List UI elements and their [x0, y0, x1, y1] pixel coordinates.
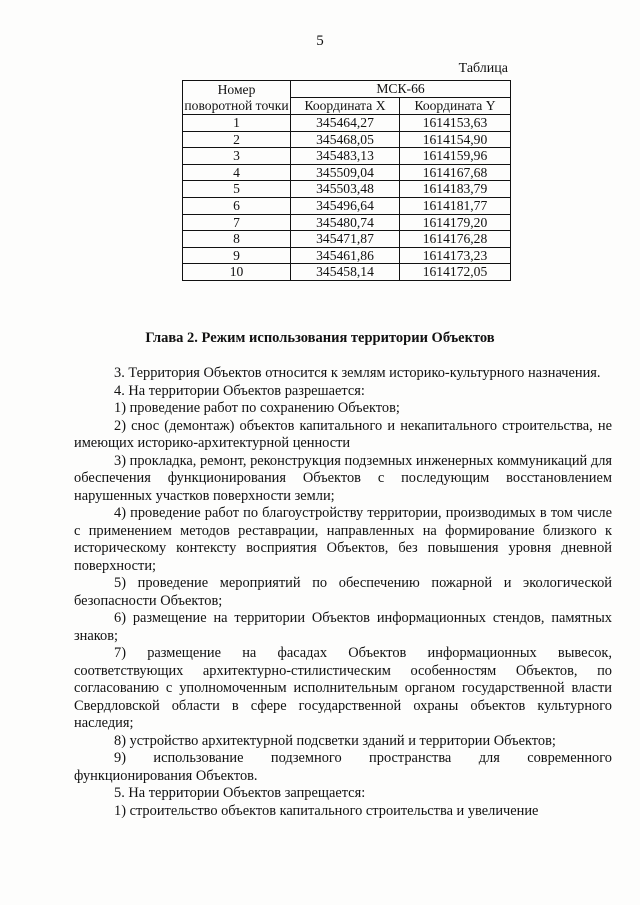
cell-y: 1614181,77 — [400, 197, 511, 214]
cell-x: 345464,27 — [291, 115, 400, 132]
header-coordinate-y: Координата Y — [400, 98, 511, 115]
cell-x: 345461,86 — [291, 247, 400, 264]
document-body — [74, 365, 612, 820]
table-row — [183, 148, 511, 165]
table-row — [183, 264, 511, 281]
paragraph-4: 4. На территории Объектов разрешается: — [114, 382, 365, 399]
cell-y: 1614173,23 — [400, 247, 511, 264]
cell-point-number: 6 — [183, 197, 291, 214]
list-item: 9) использование подземного пространства для современного функционирования Объектов. — [74, 750, 612, 784]
table-row — [183, 164, 511, 181]
cell-y: 1614154,90 — [400, 131, 511, 148]
table-row — [183, 231, 511, 248]
cell-x: 345468,05 — [291, 131, 400, 148]
cell-point-number: 8 — [183, 231, 291, 248]
cell-point-number: 10 — [183, 264, 291, 281]
list-item: 4) проведение работ по благоустройству территории, производимых в том числе с применением методов реставрации, направленных на формирование близкого к историческому контексту восприятия Объектов, без повышения уровня дневной поверхности; — [74, 505, 612, 574]
cell-point-number: 9 — [183, 247, 291, 264]
header-coordinate-x: Координата X — [291, 98, 400, 115]
cell-y: 1614176,28 — [400, 231, 511, 248]
cell-point-number: 2 — [183, 131, 291, 148]
page-number: 5 — [316, 33, 324, 49]
cell-y: 1614183,79 — [400, 181, 511, 198]
coordinates-table — [182, 80, 511, 281]
cell-y: 1614153,63 — [400, 115, 511, 132]
header-coordinate-system: МСК-66 — [291, 81, 511, 98]
cell-point-number: 1 — [183, 115, 291, 132]
list-item: 7) размещение на фасадах Объектов информационных вывесок, соответствующих архитектурно-стилистическим особенностям Объектов, по согласованию с уполномоченным исполнительным органом государственной власти Свердловской области в сфере государственной охраны объектов культурного наследия; — [74, 645, 612, 731]
cell-x: 345509,04 — [291, 164, 400, 181]
table-row — [183, 115, 511, 132]
list-item: 2) снос (демонтаж) объектов капитального и некапитального строительства, не имеющих историко-архитектурной ценности — [74, 417, 612, 451]
cell-x: 345496,64 — [291, 197, 400, 214]
cell-point-number: 5 — [183, 181, 291, 198]
cell-y: 1614179,20 — [400, 214, 511, 231]
list-item: 6) размещение на территории Объектов информационных стендов, памятных знаков; — [74, 610, 612, 644]
list-item: 1) проведение работ по сохранению Объектов; — [114, 400, 400, 416]
list-item: 8) устройство архитектурной подсветки зданий и территории Объектов; — [114, 732, 556, 749]
table-row — [183, 197, 511, 214]
cell-x: 345483,13 — [291, 148, 400, 165]
cell-y: 1614159,96 — [400, 148, 511, 165]
cell-y: 1614172,05 — [400, 264, 511, 281]
cell-x: 345480,74 — [291, 214, 400, 231]
cell-point-number: 7 — [183, 214, 291, 231]
list-item: 3) прокладка, ремонт, реконструкция подземных инженерных коммуникаций для обеспечения функционирования Объектов с последующим восстановлением нарушенных участков поверхности земли; — [74, 452, 612, 504]
table-row — [183, 247, 511, 264]
list-item: 1) строительство объектов капитального строительства и увеличение — [114, 802, 539, 819]
chapter-title: Глава 2. Режим использования территории Объектов — [145, 330, 495, 346]
paragraph-5: 5. На территории Объектов запрещается: — [114, 785, 366, 801]
header-point-number: Номер поворотной точки — [184, 81, 289, 113]
cell-y: 1614167,68 — [400, 164, 511, 181]
table-row — [183, 181, 511, 198]
list-item: 5) проведение мероприятий по обеспечению пожарной и экологической безопасности Объектов; — [74, 575, 612, 609]
table-row — [183, 131, 511, 148]
cell-x: 345471,87 — [291, 231, 400, 248]
paragraph-3: 3. Территория Объектов относится к землям историко-культурного назначения. — [114, 365, 601, 381]
table-caption: Таблица — [458, 61, 508, 76]
cell-point-number: 3 — [183, 148, 291, 165]
table-row — [183, 214, 511, 231]
cell-x: 345503,48 — [291, 181, 400, 198]
cell-x: 345458,14 — [291, 264, 400, 281]
cell-point-number: 4 — [183, 164, 291, 181]
